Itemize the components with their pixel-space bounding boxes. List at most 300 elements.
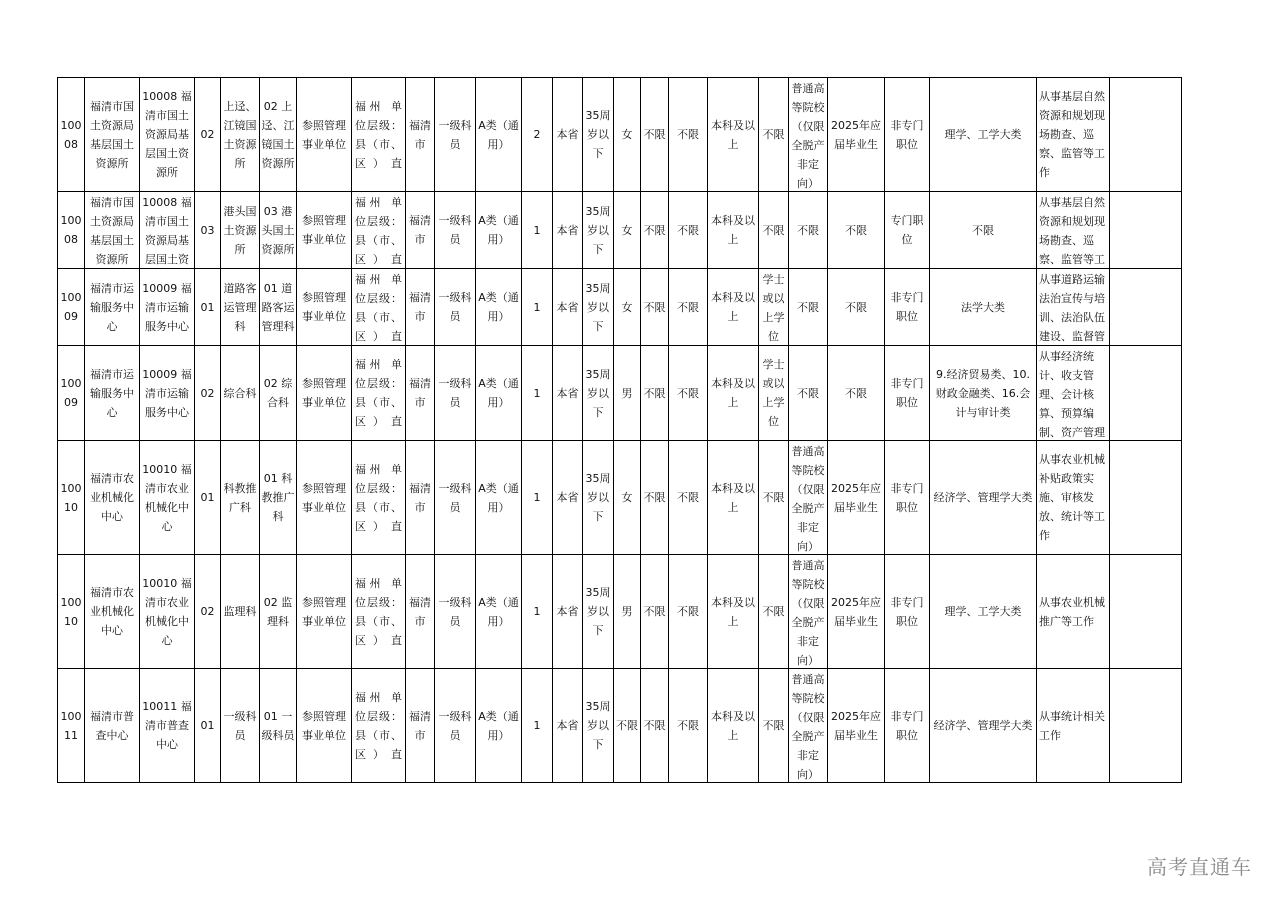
rank-text: 一级科员 [438,291,472,323]
degree-cell [759,192,789,269]
graduate-status-cell [828,555,885,669]
exam-type-cell [476,441,522,555]
post-type-text: 专门职位 [890,214,924,246]
degree-text: 不限 [762,128,785,141]
graduate-status-cell [828,269,885,346]
duties-cell [1037,555,1110,669]
position-name-cell [221,555,260,669]
major-text: 经济学、管理学大类 [933,491,1033,504]
education-text: 本科及以上 [711,377,755,409]
major-cell [930,346,1037,441]
position-name-cell [221,78,260,192]
position-code-name-cell [260,441,297,555]
graduate-status-cell [828,78,885,192]
rank-cell [435,78,476,192]
politics-cell [669,192,708,269]
household-text: 本省 [556,491,579,504]
remarks-cell [1110,669,1182,783]
position-name-text: 上迳、江镜国土资源所 [223,99,257,170]
major-text: 法学大类 [961,300,1005,314]
remarks-cell [1110,346,1182,441]
position-code-text: 02 [200,605,215,618]
exam-type-cell [476,346,522,441]
position-code-name-text: 02 综合科 [263,377,293,409]
job-code-text: 10010 [60,481,82,514]
rank-text: 一级科员 [438,214,472,246]
location-text: 福清市 [409,118,431,151]
unit-code-name-cell [140,192,195,269]
education-text: 本科及以上 [711,595,755,628]
unit-level-cell [352,441,406,555]
rank-text: 一级科员 [438,595,472,628]
rank-cell [435,192,476,269]
institution-type-text: 普通高等院校（仅限全脱产非定向） [791,82,825,190]
exam-type-text: A类（通用） [478,214,519,246]
unit-name-cell [85,669,140,783]
unit-code-name-text: 10011 福清市普查中心 [142,700,192,751]
headcount-cell [522,669,553,783]
unit-code-name-cell [140,269,195,346]
duties-text: 从事道路运输法治宣传与培训、法治队伍建设、监督管 [1039,273,1105,343]
position-code-name-text: 01 道路客运管理科 [261,281,295,333]
unit-nature-text: 参照管理事业单位 [302,481,346,514]
position-code-text: 02 [200,128,215,141]
household-cell [553,669,583,783]
age-text: 35周岁以下 [585,109,611,160]
unit-code-name-text: 10010 福清市农业机械化中心 [142,576,192,647]
job-code-text: 10010 [60,595,82,628]
age-text: 35周岁以下 [585,367,611,419]
unit-nature-text: 参照管理事业单位 [302,377,346,409]
rank-text: 一级科员 [438,118,472,151]
remarks-cell [1110,555,1182,669]
remarks-cell [1110,441,1182,555]
graduate-status-text: 2025年应届毕业生 [831,481,881,514]
institution-type-text: 不限 [797,386,819,400]
remarks-cell [1110,269,1182,346]
table-body [58,78,1182,783]
unit-name-cell [85,346,140,441]
job-code-cell [58,346,85,441]
position-name-cell [221,669,260,783]
position-code-name-text: 02 上迳、江镜国土资源所 [261,99,295,170]
politics-cell [669,441,708,555]
remarks-cell [1110,192,1182,269]
graduate-status-cell [828,192,885,269]
position-name-cell [221,441,260,555]
position-code-cell [195,555,221,669]
position-name-text: 监理科 [223,605,257,618]
headcount-text: 1 [533,300,541,314]
gender-cell [614,441,641,555]
rank-text: 一级科员 [438,481,472,514]
degree-cell [759,555,789,669]
position-code-text: 03 [200,223,215,237]
unit-level-text: 福州 单位层级：县（市、区）直 [355,690,402,761]
job-code-text: 10011 [60,709,82,742]
location-cell [406,555,435,669]
ethnicity-text: 不限 [643,719,666,732]
position-code-text: 01 [200,719,215,732]
major-cell [930,269,1037,346]
unit-level-cell [352,78,406,192]
location-text: 福清市 [409,214,431,246]
table-row [58,555,1182,669]
institution-type-cell [789,346,828,441]
unit-code-name-text: 10009 福清市运输服务中心 [142,281,192,333]
unit-nature-text: 参照管理事业单位 [302,291,346,323]
headcount-text: 1 [533,491,541,504]
exam-type-cell [476,669,522,783]
politics-text: 不限 [677,719,699,732]
exam-type-cell [476,269,522,346]
major-cell [930,192,1037,269]
degree-text: 不限 [762,223,785,237]
position-code-cell [195,441,221,555]
unit-nature-cell [297,192,352,269]
rank-cell [435,441,476,555]
unit-nature-cell [297,441,352,555]
job-code-text: 10008 [60,118,82,151]
location-cell [406,269,435,346]
unit-level-text: 福州 单位层级：县（市、区）直 [355,358,402,428]
degree-text: 学士或以上学位 [762,358,785,428]
unit-nature-cell [297,669,352,783]
unit-code-name-cell [140,669,195,783]
position-name-text: 综合科 [223,386,257,400]
post-type-cell [885,555,930,669]
duties-text: 从事统计相关工作 [1039,709,1105,742]
job-code-cell [58,269,85,346]
ethnicity-cell [641,78,669,192]
graduate-status-text: 2025年应届毕业生 [831,709,881,742]
politics-text: 不限 [677,605,699,618]
gender-cell [614,555,641,669]
position-name-text: 道路客运管理科 [223,281,257,333]
exam-type-text: A类（通用） [478,377,519,409]
gender-text: 男 [621,386,633,400]
position-code-text: 01 [200,491,215,504]
education-text: 本科及以上 [711,709,755,742]
institution-type-cell [789,78,828,192]
ethnicity-text: 不限 [643,491,666,504]
duties-cell [1037,78,1110,192]
headcount-cell [522,192,553,269]
major-text: 理学、工学大类 [944,605,1022,618]
exam-type-text: A类（通用） [478,291,519,323]
unit-level-cell [352,669,406,783]
age-text: 35周岁以下 [585,700,611,751]
gender-cell [614,269,641,346]
graduate-status-cell [828,441,885,555]
position-name-cell [221,269,260,346]
politics-cell [669,555,708,669]
degree-text: 不限 [762,491,785,504]
ethnicity-text: 不限 [643,605,666,618]
degree-cell [759,78,789,192]
household-text: 本省 [556,300,579,314]
major-text: 9.经济贸易类、10.财政金融类、16.会计与审计类 [935,367,1031,419]
institution-type-cell [789,669,828,783]
position-code-cell [195,346,221,441]
politics-cell [669,669,708,783]
politics-text: 不限 [677,491,699,504]
education-cell [708,346,759,441]
unit-level-cell [352,192,406,269]
graduate-status-text: 不限 [845,223,867,237]
household-cell [553,78,583,192]
degree-cell [759,669,789,783]
duties-text: 从事经济统计、收支管理、会计核算、预算编制、资产管理 [1039,350,1105,439]
table-row [58,78,1182,192]
gender-cell [614,78,641,192]
recruitment-table [57,77,1182,783]
post-type-cell [885,192,930,269]
ethnicity-text: 不限 [643,223,666,237]
graduate-status-cell [828,346,885,441]
table-row [58,441,1182,555]
post-type-text: 非专门职位 [890,291,924,323]
job-code-cell [58,555,85,669]
unit-code-name-text: 10008 福清市国土资源局基层国土资源所 [142,90,192,179]
gender-text: 女 [621,491,633,504]
post-type-cell [885,346,930,441]
unit-level-cell [352,346,406,441]
education-cell [708,669,759,783]
position-code-name-text: 03 港头国土资源所 [261,204,295,256]
location-cell [406,669,435,783]
age-cell [583,555,614,669]
post-type-cell [885,441,930,555]
unit-code-name-cell [140,555,195,669]
post-type-text: 非专门职位 [890,377,924,409]
unit-level-cell [352,269,406,346]
headcount-cell [522,269,553,346]
graduate-status-cell [828,669,885,783]
unit-name-cell [85,78,140,192]
education-text: 本科及以上 [711,118,755,151]
age-text: 35周岁以下 [585,204,611,256]
unit-code-name-text: 10009 福清市运输服务中心 [142,367,192,419]
age-cell [583,78,614,192]
post-type-cell [885,269,930,346]
major-cell [930,441,1037,555]
headcount-text: 1 [533,223,541,237]
unit-level-cell [352,555,406,669]
ethnicity-cell [641,192,669,269]
gender-cell [614,669,641,783]
ethnicity-cell [641,669,669,783]
position-code-name-cell [260,269,297,346]
exam-type-text: A类（通用） [478,595,519,628]
position-code-cell [195,669,221,783]
unit-nature-cell [297,269,352,346]
major-text: 经济学、管理学大类 [933,719,1033,732]
unit-code-name-text: 10010 福清市农业机械化中心 [142,462,192,533]
unit-name-text: 福清市运输服务中心 [90,367,134,419]
table-row [58,269,1182,346]
headcount-text: 1 [533,386,541,400]
job-code-text: 10009 [60,377,82,409]
unit-level-text: 福州 单位层级：县（市、区）直 [355,273,402,343]
unit-name-cell [85,555,140,669]
household-cell [553,269,583,346]
post-type-text: 非专门职位 [890,118,924,151]
degree-cell [759,346,789,441]
institution-type-text: 普通高等院校（仅限全脱产非定向） [791,559,825,667]
household-text: 本省 [556,386,579,400]
position-code-name-text: 01 科教推广科 [261,472,295,523]
unit-level-text: 福州 单位层级：县（市、区）直 [355,99,402,170]
politics-text: 不限 [677,386,699,400]
education-cell [708,441,759,555]
duties-cell [1037,669,1110,783]
unit-name-text: 福清市国土资源局基层国土资源所 [90,196,134,266]
job-code-cell [58,441,85,555]
headcount-text: 1 [533,605,541,618]
unit-name-text: 福清市农业机械化中心 [90,472,134,523]
ethnicity-cell [641,269,669,346]
politics-cell [669,346,708,441]
ethnicity-text: 不限 [643,386,666,400]
duties-cell [1037,346,1110,441]
headcount-cell [522,555,553,669]
headcount-cell [522,78,553,192]
gender-cell [614,346,641,441]
rank-text: 一级科员 [438,709,472,742]
politics-cell [669,269,708,346]
unit-name-text: 福清市国土资源局基层国土资源所 [90,99,134,170]
unit-name-cell [85,192,140,269]
unit-name-text: 福清市运输服务中心 [90,281,134,333]
unit-code-name-cell [140,346,195,441]
degree-cell [759,441,789,555]
job-code-cell [58,192,85,269]
gender-text: 女 [621,300,633,314]
exam-type-text: A类（通用） [478,481,519,514]
position-code-text: 02 [200,386,215,400]
position-code-text: 01 [200,300,215,314]
age-text: 35周岁以下 [585,472,611,523]
degree-text: 学士或以上学位 [762,273,785,343]
duties-text: 从事农业机械推广等工作 [1039,595,1105,628]
position-name-text: 科教推广科 [223,481,257,514]
position-code-name-text: 01 一级科员 [261,709,295,742]
major-cell [930,78,1037,192]
major-cell [930,555,1037,669]
gender-text: 女 [621,128,633,141]
position-code-name-cell [260,669,297,783]
ethnicity-text: 不限 [643,128,666,141]
table-row [58,669,1182,783]
table-row [58,346,1182,441]
post-type-text: 非专门职位 [890,595,924,628]
duties-text: 从事农业机械补贴政策实施、审核发放、统计等工作 [1039,453,1105,542]
age-text: 35周岁以下 [585,586,611,637]
exam-type-cell [476,78,522,192]
unit-nature-text: 参照管理事业单位 [302,595,346,628]
major-text: 理学、工学大类 [944,128,1022,141]
position-code-cell [195,78,221,192]
graduate-status-text: 2025年应届毕业生 [831,118,881,151]
degree-text: 不限 [762,719,785,732]
age-cell [583,192,614,269]
education-cell [708,192,759,269]
unit-name-text: 福清市农业机械化中心 [90,586,134,637]
education-text: 本科及以上 [711,214,755,246]
household-text: 本省 [556,128,579,141]
headcount-text: 1 [533,719,541,732]
location-text: 福清市 [409,709,431,742]
institution-type-text: 普通高等院校（仅限全脱产非定向） [791,673,825,781]
institution-type-cell [789,269,828,346]
unit-name-cell [85,269,140,346]
institution-type-text: 不限 [797,300,819,314]
institution-type-cell [789,555,828,669]
rank-cell [435,669,476,783]
job-code-cell [58,669,85,783]
household-cell [553,346,583,441]
table-row [58,192,1182,269]
rank-cell [435,346,476,441]
position-name-text: 港头国土资源所 [223,204,257,256]
duties-cell [1037,441,1110,555]
degree-text: 不限 [762,605,785,618]
major-cell [930,669,1037,783]
watermark: 高考直通车 [1147,855,1252,879]
duties-cell [1037,192,1110,269]
position-code-cell [195,269,221,346]
gender-text: 女 [621,223,633,237]
rank-cell [435,269,476,346]
education-cell [708,555,759,669]
degree-cell [759,269,789,346]
post-type-text: 非专门职位 [890,709,924,742]
unit-code-name-cell [140,441,195,555]
location-text: 福清市 [409,481,431,514]
location-cell [406,346,435,441]
exam-type-text: A类（通用） [478,118,519,151]
politics-text: 不限 [677,223,699,237]
job-code-cell [58,78,85,192]
unit-nature-text: 参照管理事业单位 [302,709,346,742]
position-code-cell [195,192,221,269]
post-type-text: 非专门职位 [890,481,924,514]
household-text: 本省 [556,719,579,732]
household-text: 本省 [556,223,579,237]
location-text: 福清市 [409,377,431,409]
duties-text: 从事基层自然资源和规划现场勘查、巡察、监管等工 [1039,196,1105,266]
position-name-cell [221,192,260,269]
graduate-status-text: 2025年应届毕业生 [831,595,881,628]
unit-nature-cell [297,346,352,441]
exam-type-cell [476,555,522,669]
location-text: 福清市 [409,291,431,323]
exam-type-text: A类（通用） [478,709,519,742]
post-type-cell [885,669,930,783]
age-cell [583,269,614,346]
location-cell [406,192,435,269]
ethnicity-cell [641,555,669,669]
job-code-text: 10008 [60,214,82,246]
post-type-cell [885,78,930,192]
unit-name-cell [85,441,140,555]
unit-code-name-cell [140,78,195,192]
age-cell [583,669,614,783]
remarks-cell [1110,78,1182,192]
household-cell [553,555,583,669]
gender-cell [614,192,641,269]
